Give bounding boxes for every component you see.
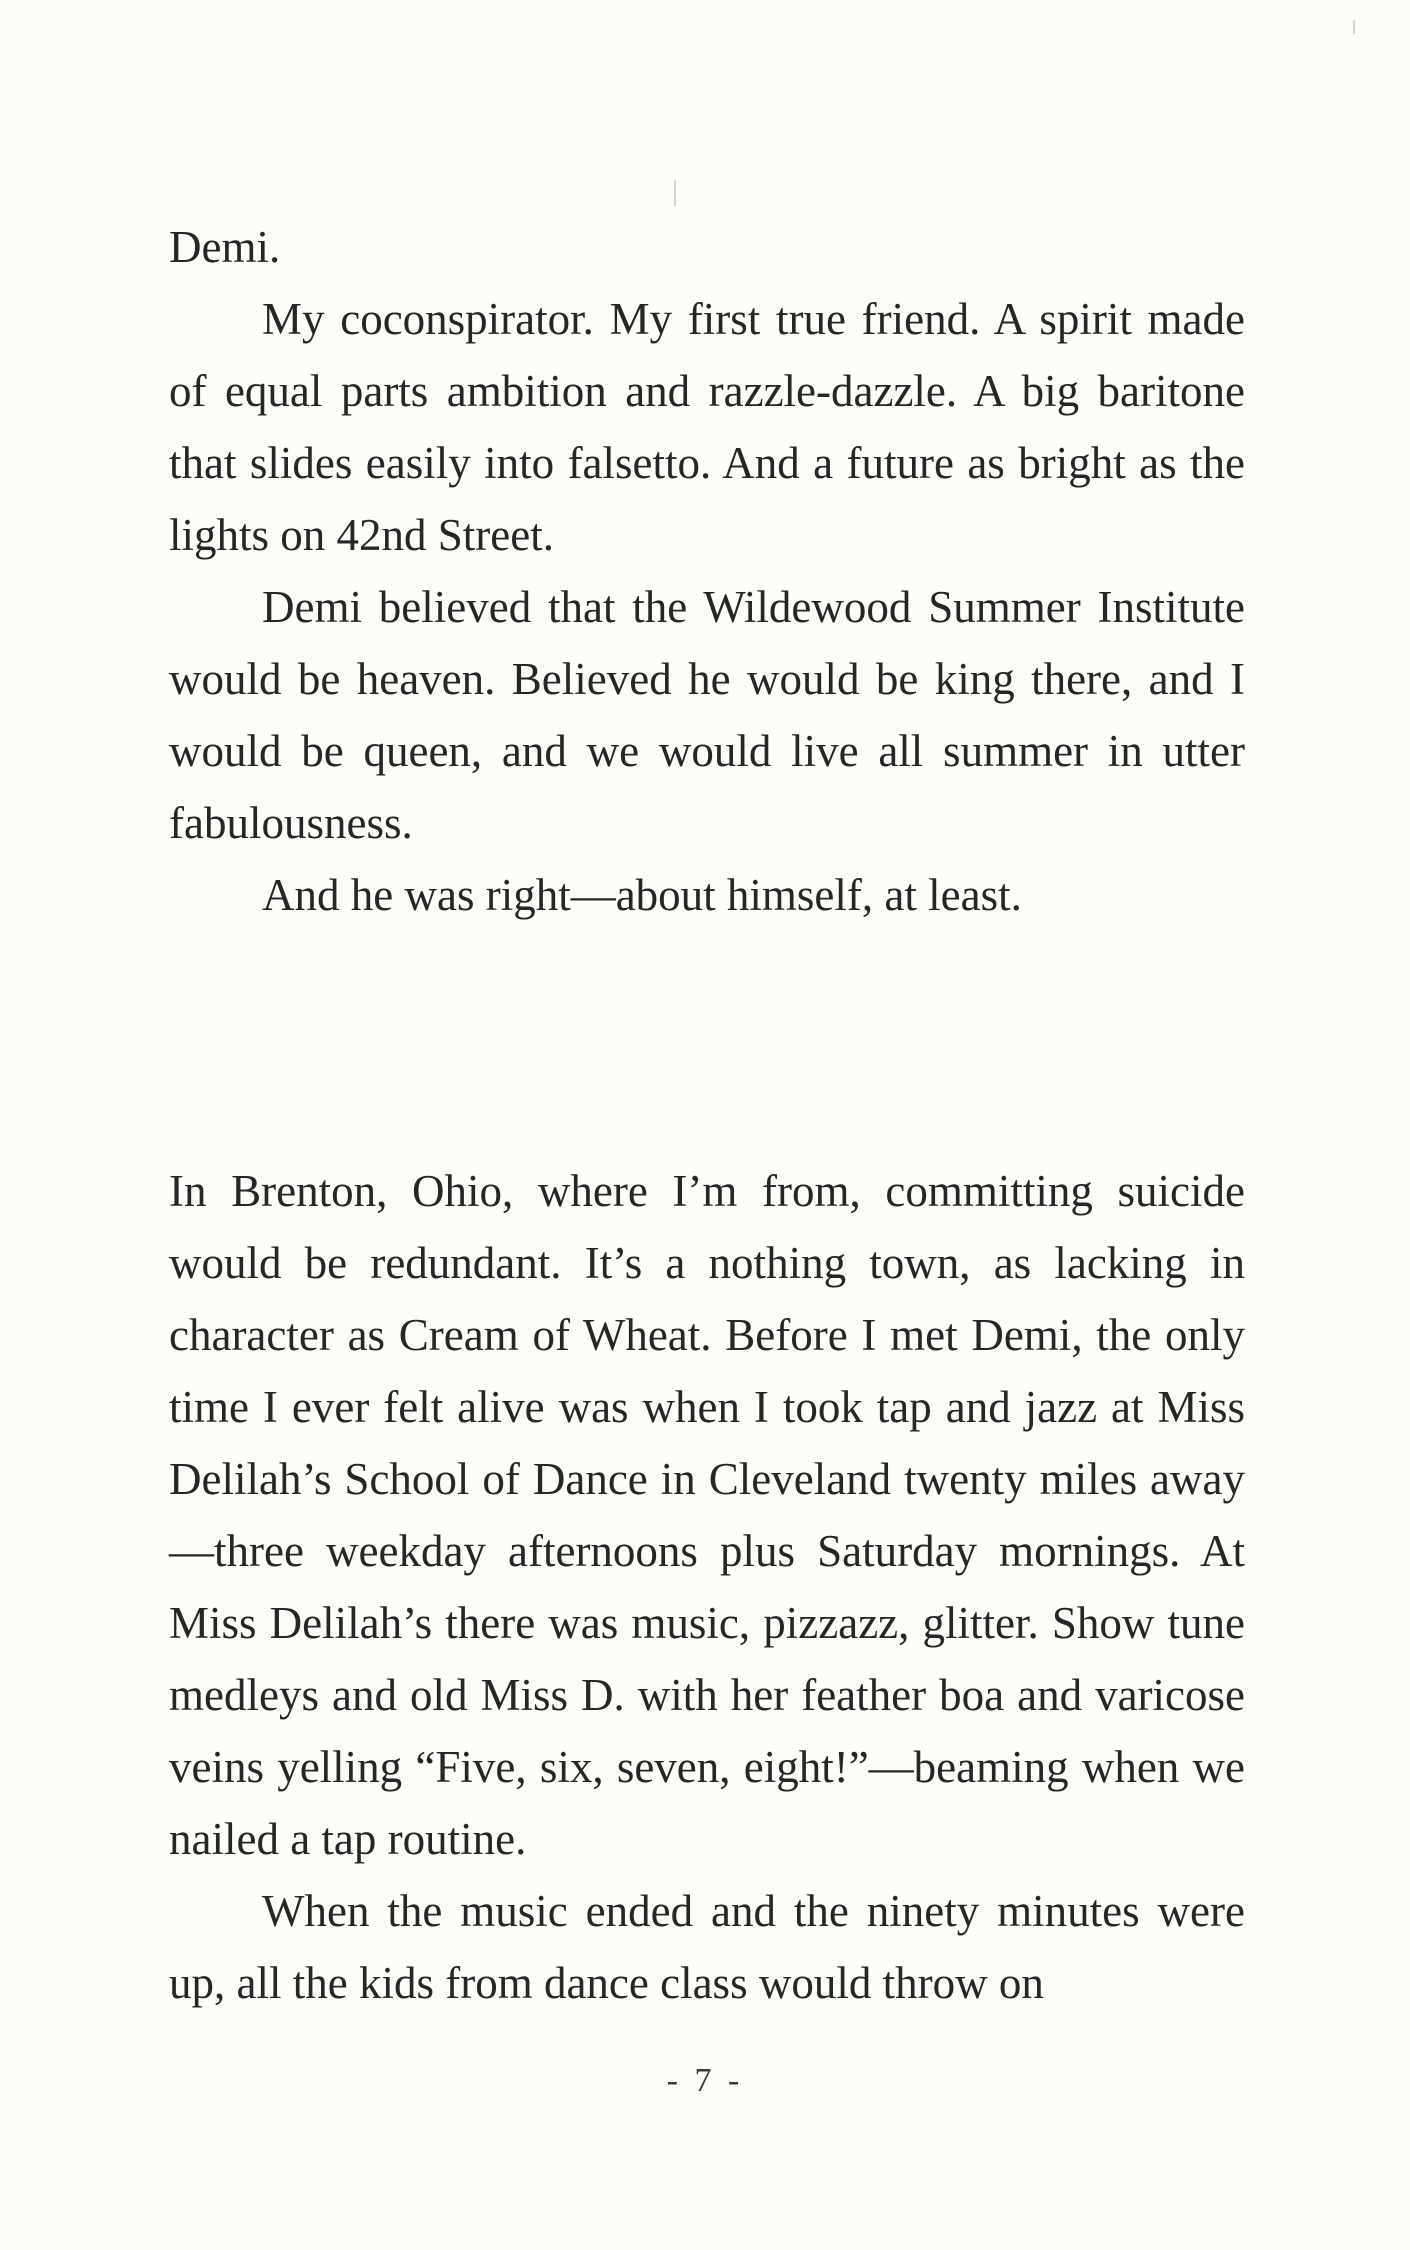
paragraph: And he was right—about himself, at least. <box>262 870 1022 920</box>
paragraph: My coconspirator. My first true friend. A spirit made of equal parts ambition and razzle-dazzle. A big baritone that slides easily into falsetto. And a future as bright as the lights on 42nd Street. <box>169 294 1245 560</box>
paragraph: Demi believed that the Wildewood Summer Institute would be heaven. Believed he would be king there, and I would be queen, and we would live all summer in utter fabulousness. <box>169 582 1245 848</box>
paragraph: Demi. <box>169 222 281 272</box>
section-one <box>169 211 1245 931</box>
scan-artifact-mark <box>1353 20 1355 34</box>
paragraph: When the music ended and the ninety minutes were up, all the kids from dance class would throw on <box>169 1886 1245 2008</box>
scan-artifact-mark <box>674 180 676 206</box>
page-number: - 7 - <box>666 2062 744 2099</box>
paragraph: In Brenton, Ohio, where I’m from, committing suicide would be redundant. It’s a nothing town, as lacking in character as Cream of Wheat. Before I met Demi, the only time I ever felt alive was when I took tap and jazz at Miss Delilah’s School of Dance in Cleveland twenty miles away—three weekday afternoons plus Saturday mornings. At Miss Delilah’s there was music, pizzazz, glitter. Show tune medleys and old Miss D. with her feather boa and varicose veins yelling “Five, six, seven, eight!”—beaming when we nailed a tap routine. <box>169 1166 1245 1864</box>
section-two <box>169 1155 1245 2019</box>
